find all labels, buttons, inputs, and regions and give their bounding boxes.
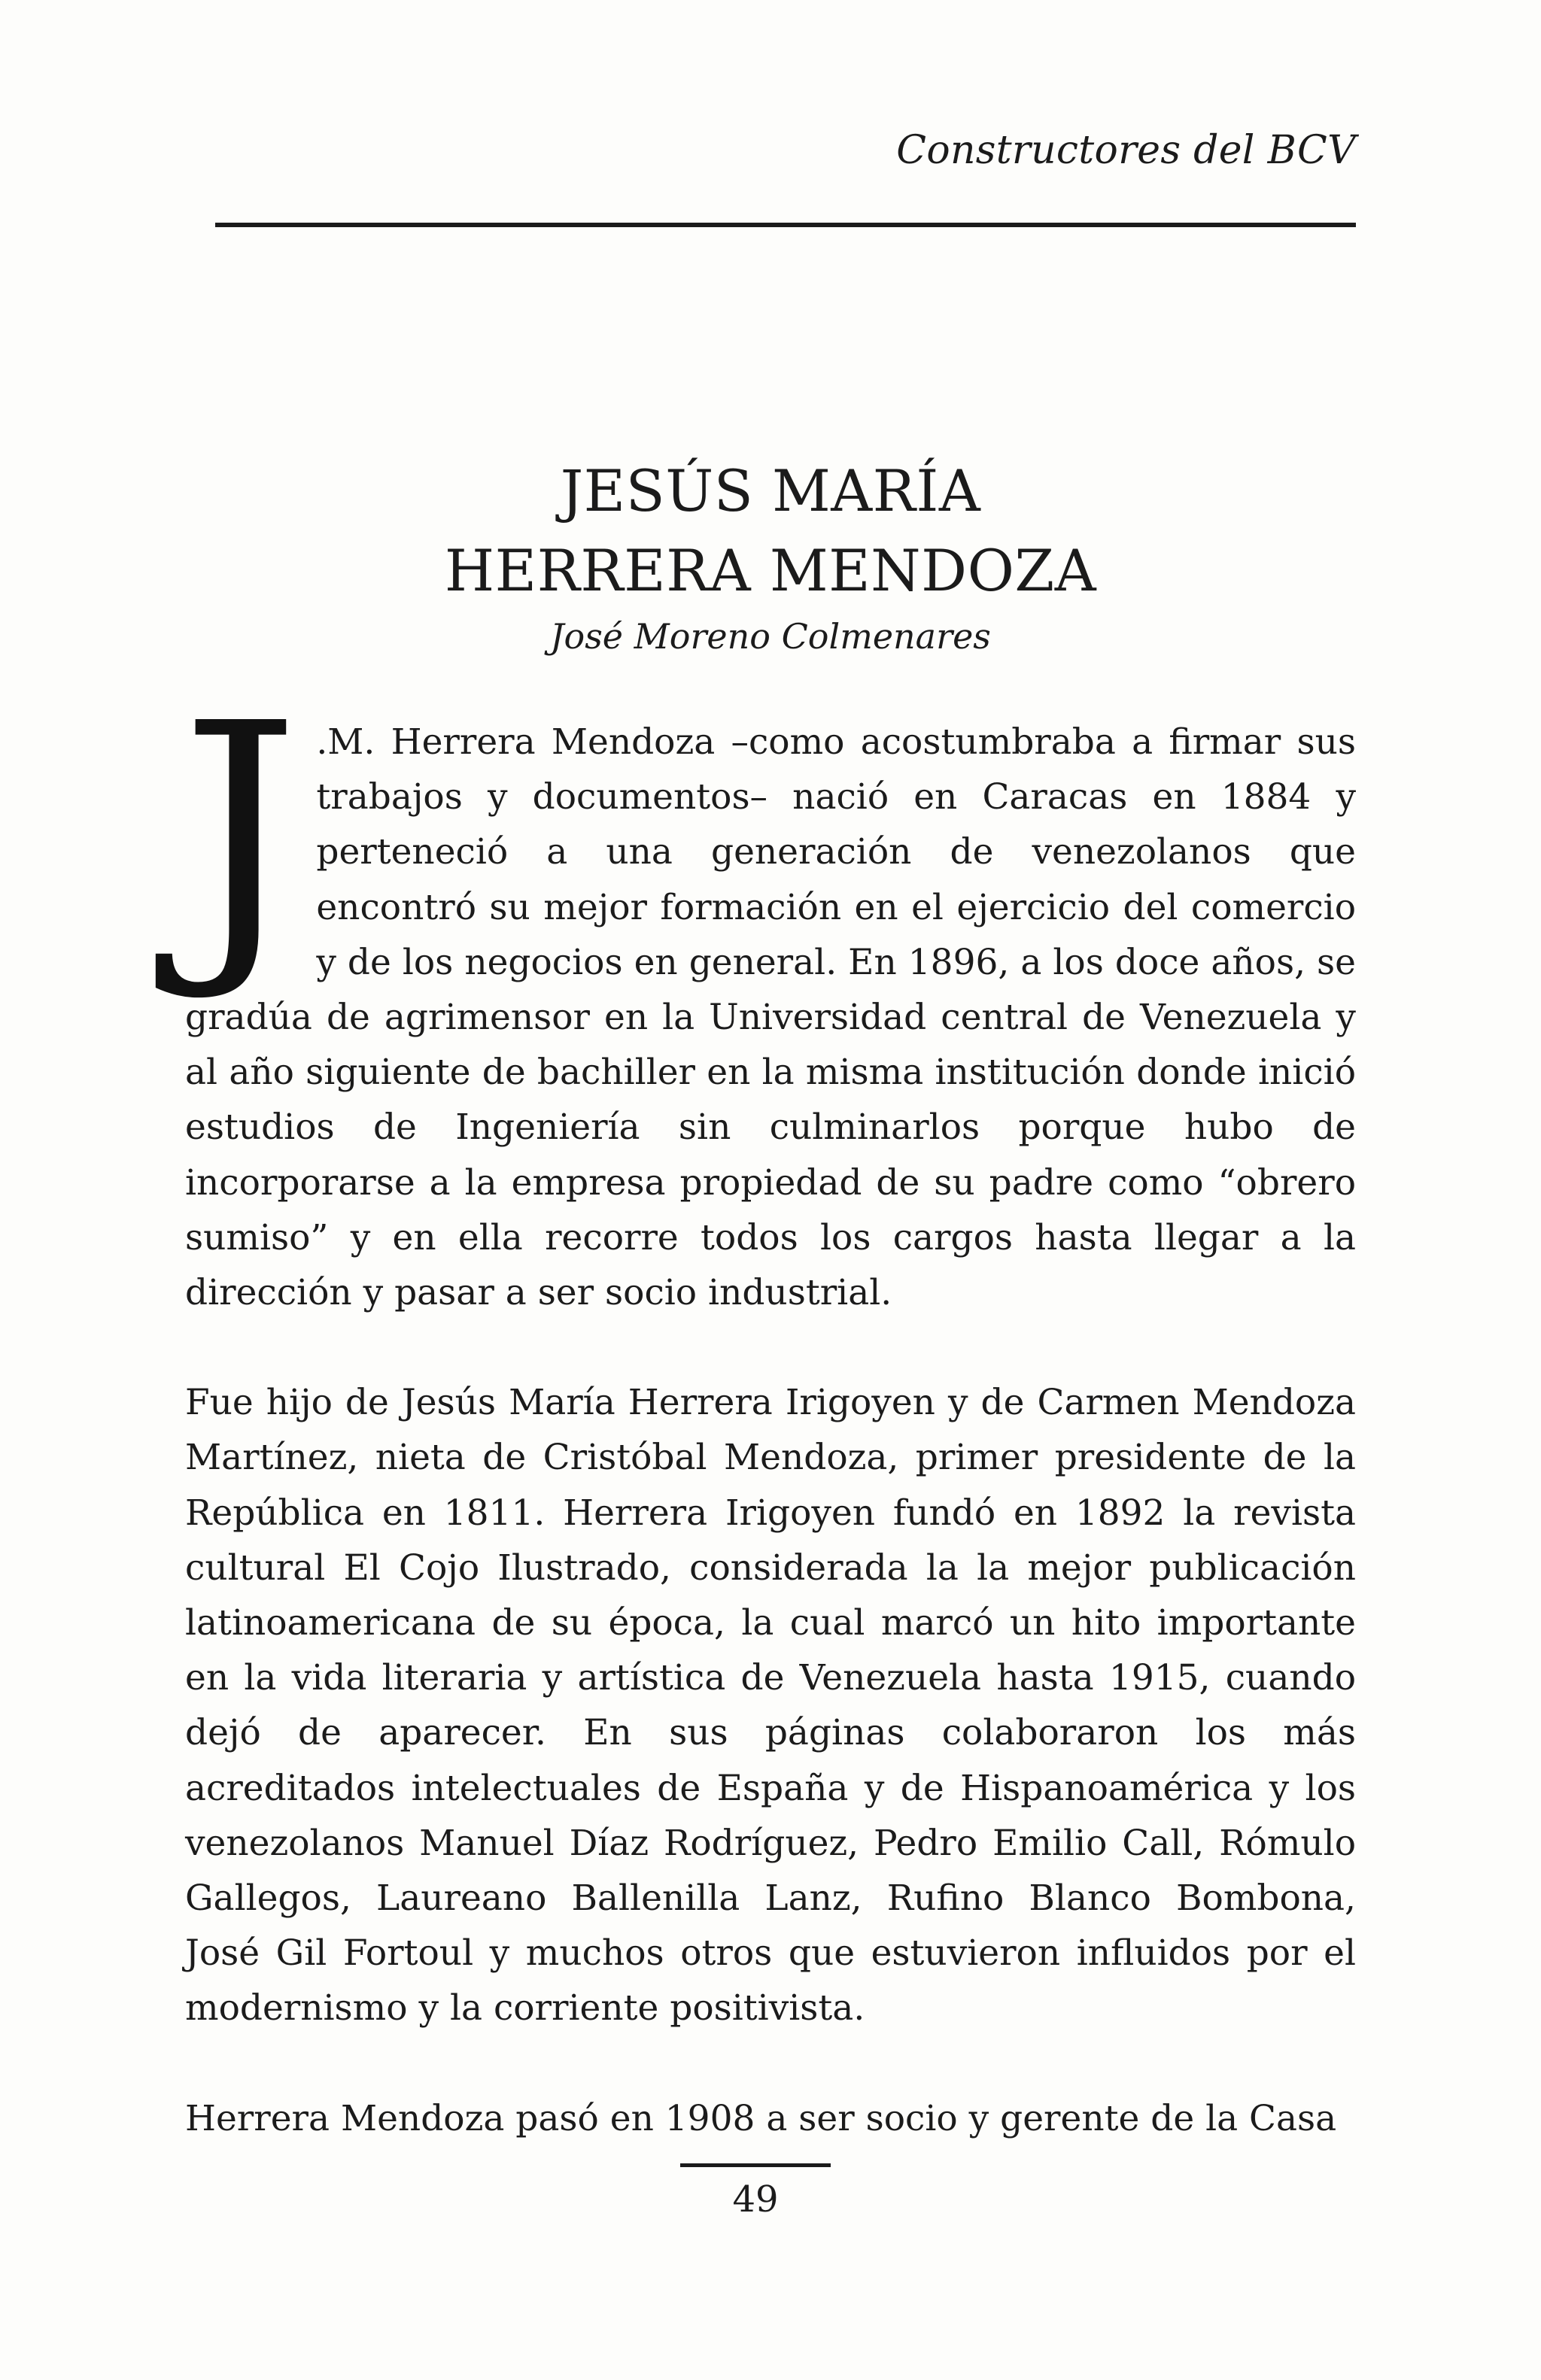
paragraph-2: Fue hijo de Jesús María Herrera Irigoyen y de Carmen Mendoza Martínez, nieta de Cristóbal Mendoza, primer presidente de la República en 1811. Herrera Irigoyen fundó en 1892 la revista cultural El Cojo Ilustrado, considerada la la mejor publicación latinoamericana de su época, la cual marcó un hito importante en la vida literaria y artística de Venezuela hasta 1915, cuando dejó de aparecer. En sus páginas colaboraron los más acreditados intelectuales de España y de Hispanoamérica y los venezolanos Manuel Díaz Rodríguez, Pedro Emilio Call, Rómulo Gallegos, Laureano Ballenilla Lanz, Rufino Blanco Bombona, José Gil Fortoul y muchos otros que estuvieron influidos por el modernismo y la corriente positivista. (185, 1382, 1356, 2029)
page-number: 49 (732, 2178, 779, 2221)
running-header: Constructores del BCV (896, 128, 1356, 173)
drop-cap: J (181, 660, 300, 1006)
article-title-line-2: HERRERA MENDOZA (444, 537, 1097, 604)
footer-rule (680, 2163, 831, 2167)
article-body (181, 660, 1356, 2146)
paragraph-1-text: .M. Herrera Mendoza –como acostumbraba a firmar sus trabajos y documentos– nació en Caracas en 1884 y perteneció a una generación de venezolanos que encontró su mejor formación en el ejercicio del comercio y de los negocios en general. En 1896, a los doce años, se gradúa de agrimensor en la Universidad central de Venezuela y al año siguiente de bachiller en la misma institución donde inició estudios de Ingeniería sin culminarlos porque hubo de incorporarse a la empresa propiedad de su padre como “obrero sumiso” y en ella recorre todos los cargos hasta llegar a la dirección y pasar a ser socio industrial. (185, 721, 1356, 1314)
paragraph-1 (181, 660, 1356, 1320)
paragraph-3: Herrera Mendoza pasó en 1908 a ser socio y gerente de la Casa (185, 2097, 1337, 2139)
header-rule (215, 223, 1356, 227)
article-author: José Moreno Colmenares (550, 616, 991, 657)
article-heading (185, 451, 1356, 659)
article-title-line-1: JESÚS MARÍA (560, 457, 981, 524)
